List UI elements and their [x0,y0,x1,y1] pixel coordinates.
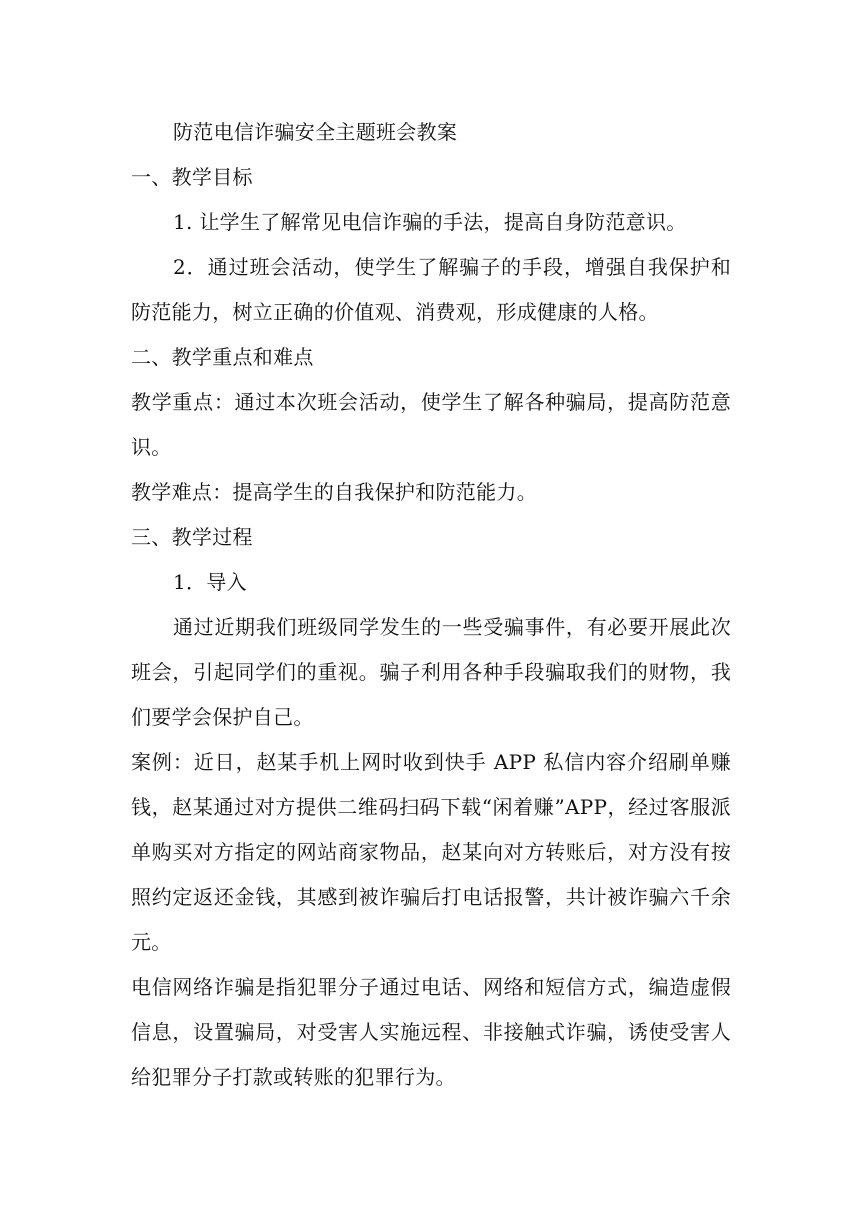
difficulty-paragraph: 教学难点：提高学生的自我保护和防范能力。 [131,480,537,504]
document-body [131,110,731,1100]
document-title: 防范电信诈骗安全主题班会教案 [173,120,458,144]
intro-paragraph: 通过近期我们班级同学发生的一些受骗事件，有必要开展此次班会，引起同学们的重视。骗子利用各种手段骗取我们的财物，我们要学会保护自己。 [131,615,731,729]
key-point-paragraph: 教学重点：通过本次班会活动，使学生了解各种骗局，提高防范意识。 [131,390,731,459]
case-paragraph: 案例：近日，赵某手机上网时收到快手 APP 私信内容介绍刷单赚钱，赵某通过对方提供二维码扫码下载“闲着赚”APP，经过客服派单购买对方指定的网站商家物品，赵某向对方转账后，对方没有按照约定返还金钱，其感到被诈骗后打电话报警，共计被诈骗六千余元。 [131,750,731,954]
step-1-label: 1．导入 [173,570,247,594]
objective-item-1: 1. 让学生了解常见电信诈骗的手法，提高自身防范意识。 [173,210,687,234]
section-heading-key-points: 二、教学重点和难点 [131,345,314,369]
section-heading-objectives: 一、教学目标 [131,165,253,189]
section-heading-process: 三、教学过程 [131,525,253,549]
definition-paragraph: 电信网络诈骗是指犯罪分子通过电话、网络和短信方式，编造虚假信息，设置骗局，对受害人实施远程、非接触式诈骗，诱使受害人给犯罪分子打款或转账的犯罪行为。 [131,975,731,1089]
objective-item-2: 2．通过班会活动，使学生了解骗子的手段，增强自我保护和防范能力，树立正确的价值观、消费观，形成健康的人格。 [131,255,731,324]
